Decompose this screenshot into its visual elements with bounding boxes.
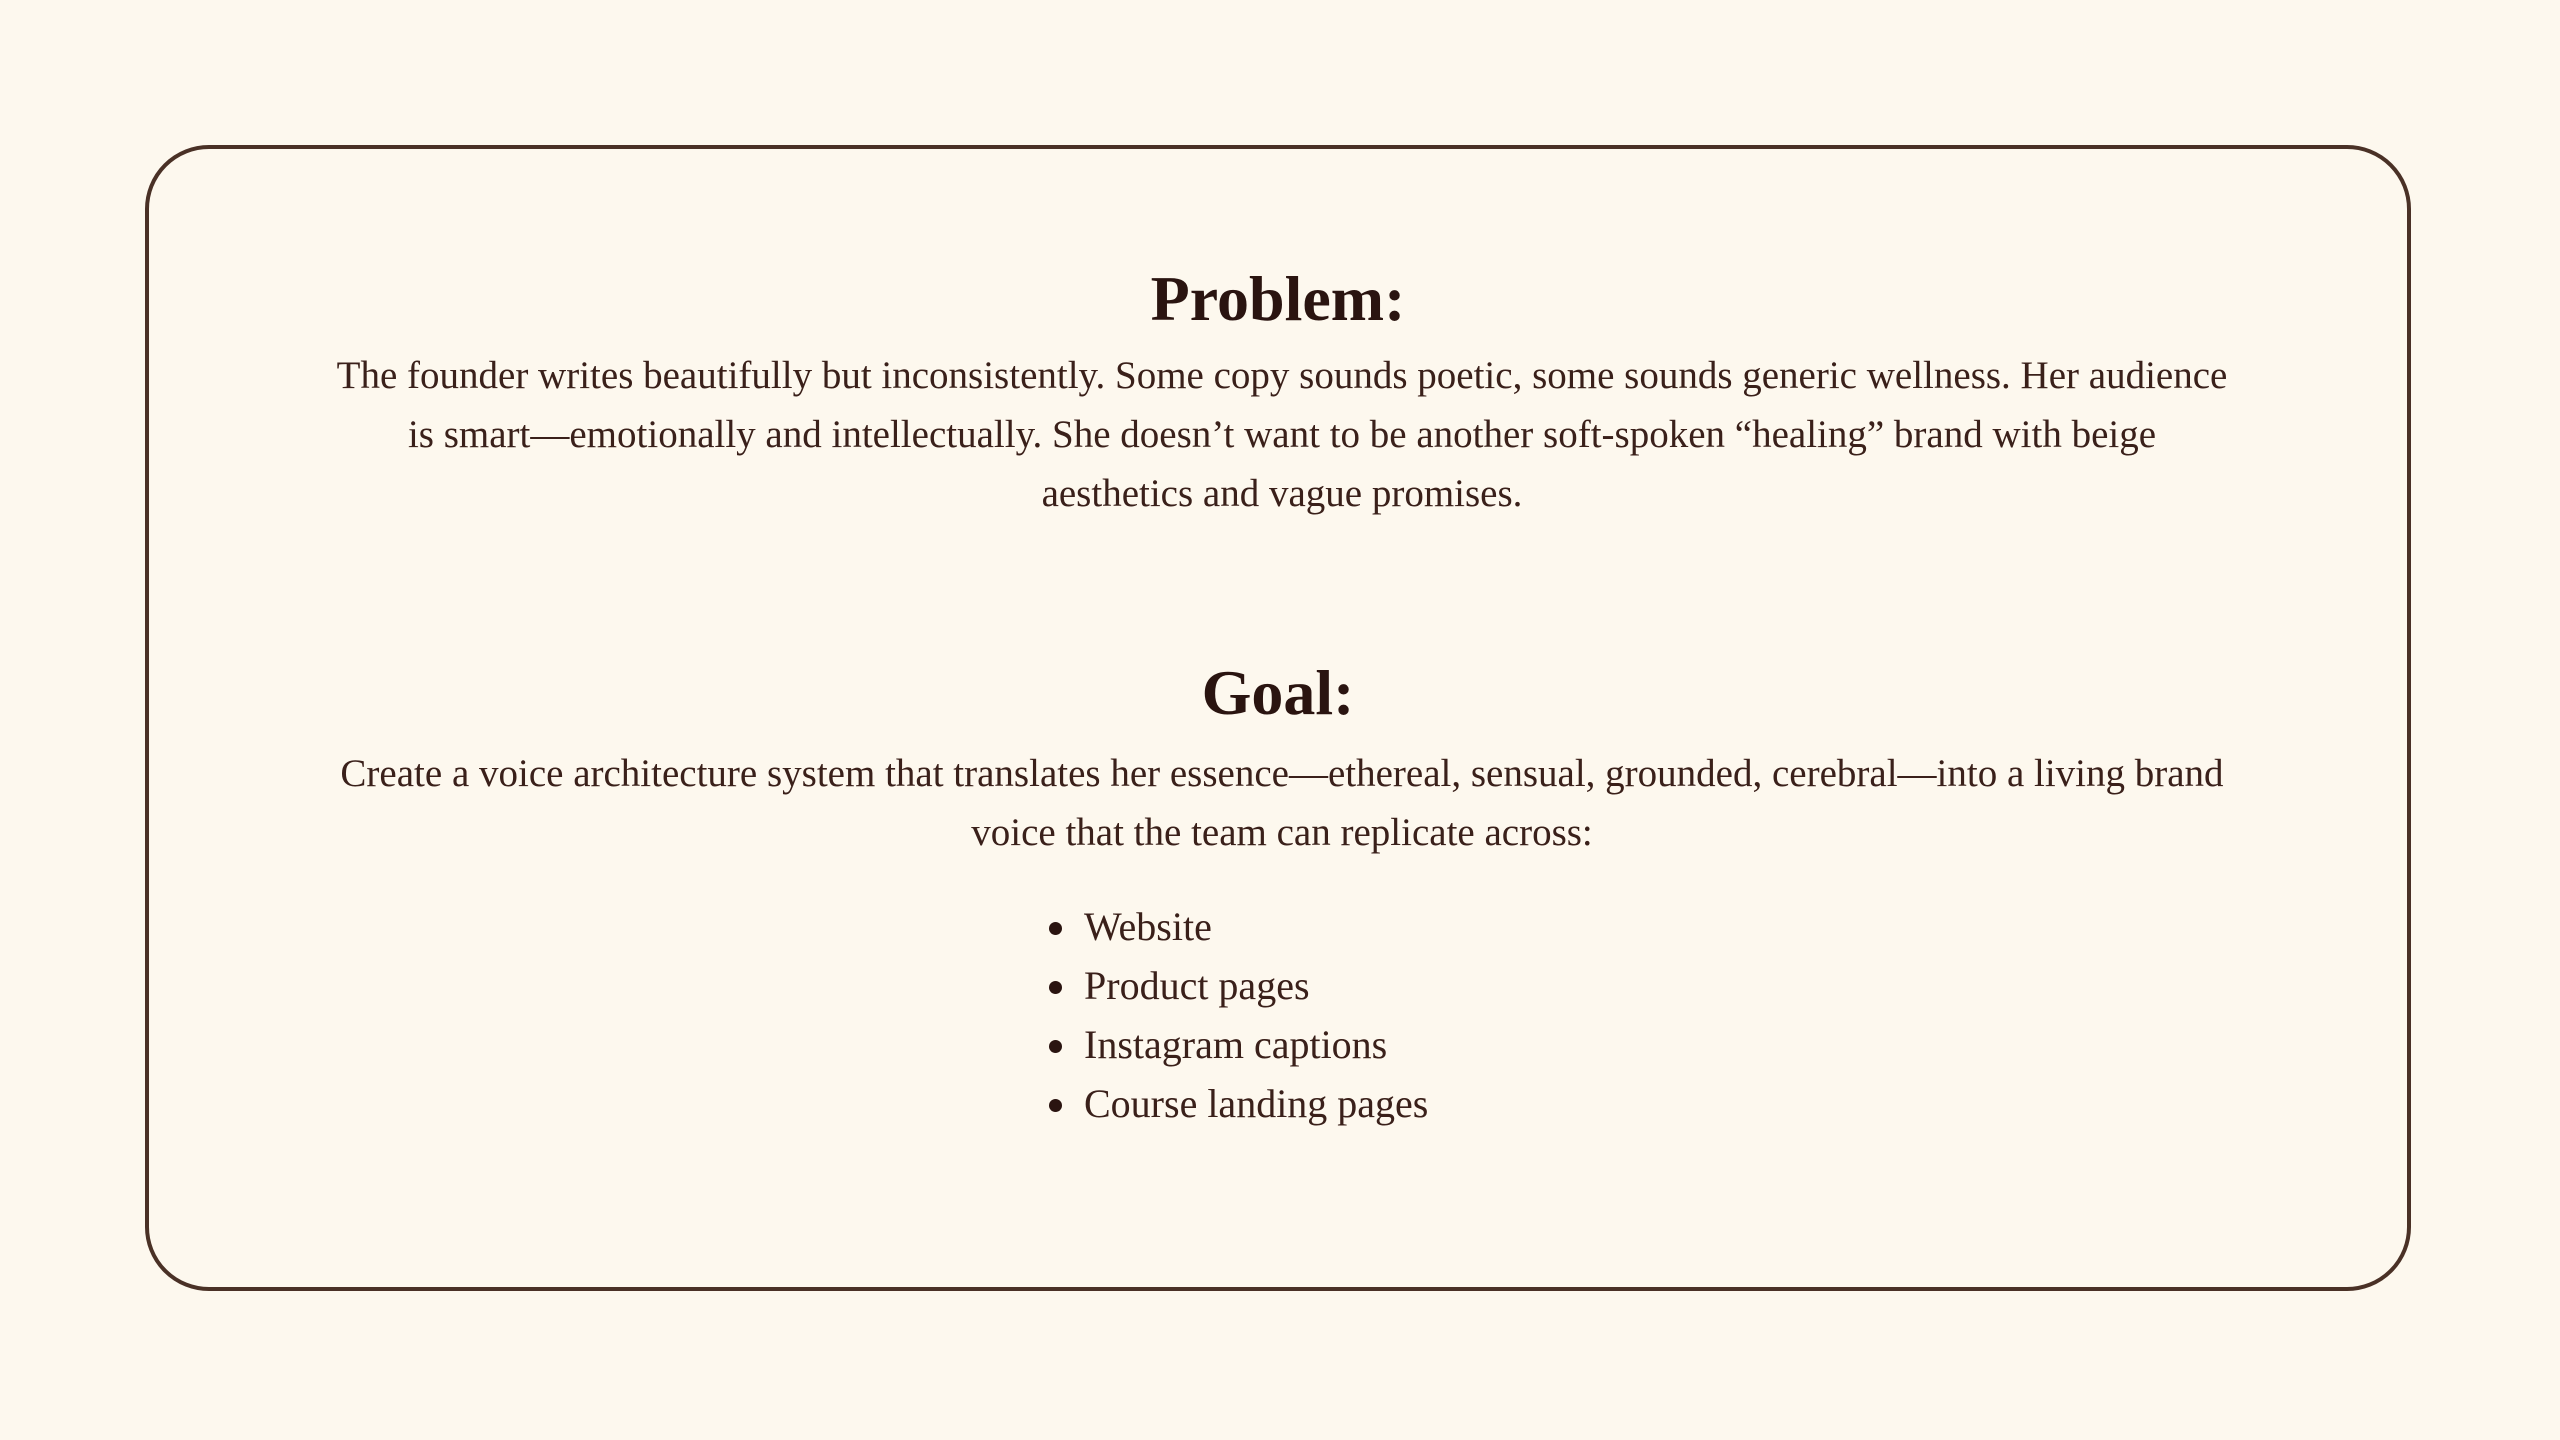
- list-item: [1084, 1015, 1428, 1074]
- goal-heading: Goal:: [1201, 657, 1355, 728]
- bullet-icon: [1049, 981, 1062, 994]
- list-item: [1084, 956, 1428, 1015]
- list-item: [1084, 1074, 1428, 1133]
- problem-heading: Problem:: [1150, 263, 1406, 334]
- bullet-icon: [1049, 1040, 1062, 1053]
- bullet-icon: [1049, 922, 1062, 935]
- list-item-label: Product pages: [1084, 963, 1310, 1008]
- problem-description: The founder writes beautifully but inconsistently. Some copy sounds poetic, some sounds generic wellness. Her audience is smart—emotionally and intellectually. She doesn’t want to be another soft-spoken “healing” brand with beige aesthetics and vague promises.: [336, 354, 2228, 515]
- list-item-label: Instagram captions: [1084, 1022, 1388, 1067]
- list-item-label: Website: [1084, 904, 1212, 949]
- list-item-label: Course landing pages: [1084, 1081, 1429, 1126]
- goal-channel-list: [1084, 897, 1428, 1133]
- content-card: [145, 145, 2411, 1291]
- goal-description: Create a voice architecture system that translates her essence—ethereal, sensual, grounded, cerebral—into a living brand voice that the team can replicate across:: [340, 752, 2224, 854]
- list-item: [1084, 897, 1428, 956]
- bullet-icon: [1049, 1099, 1062, 1112]
